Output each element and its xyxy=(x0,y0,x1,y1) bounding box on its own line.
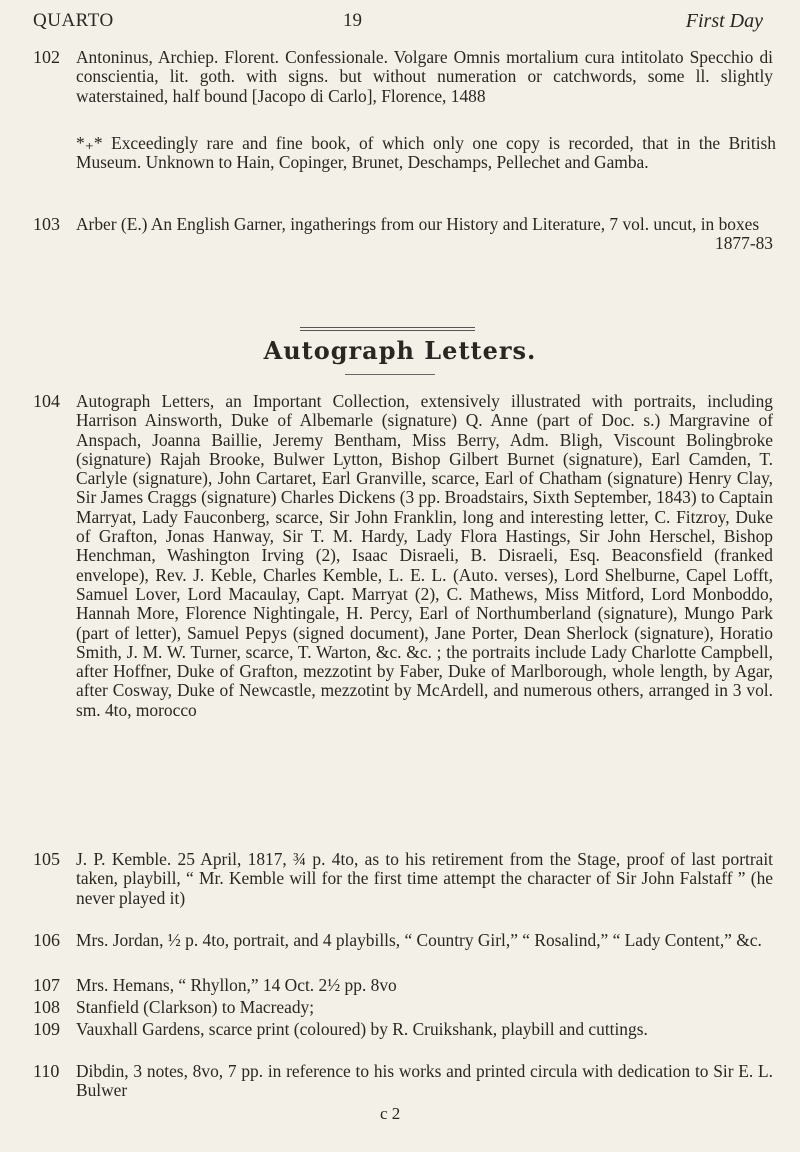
lot-description: Vauxhall Gardens, scarce print (coloured) by R. Cruikshank, playbill and cuttings. xyxy=(76,1019,648,1039)
lot-number: 107 xyxy=(33,975,60,995)
lot-description: Antoninus, Archiep. Florent. Confessionale. Volgare Omnis mortalium cura intitolato Specchio di conscientia, lit. goth. with signs. but without numeration or catchwords, some ll. slightly waterstained, half bound [Jacopo di Carlo], Florence, 1488 xyxy=(76,47,773,106)
lot-description xyxy=(76,214,773,254)
lot-number: 102 xyxy=(33,47,60,67)
lot-description: Autograph Letters, an Important Collection, extensively illustrated with portraits, including Harrison Ainsworth, Duke of Albemarle (signature) Q. Anne (part of Doc. s.) Margravine of Anspach, Joanna Baillie, Jeremy Bentham, Miss Berry, Adm. Bligh, Viscount Bolingbroke (signature) Rajah Brooke, Bulwer Lytton, Bishop Gilbert Burnet (signature), Earl Camden, T. Carlyle (signature), John Cartaret, Earl Granville, scarce, Earl of Chatham (signature) Henry Clay, Sir James Craggs (signature) Charles Dickens (3 pp. Broadstairs, Sixth September, 1843) to Captain Marryat, Lady Fauconberg, scarce, Sir John Franklin, long and interesting letter, C. Fitzroy, Duke of Grafton, Jonas Hanway, Sir T. M. Hardy, Lady Flora Hastings, Sir John Herschel, Bishop Henchman, Washington Irving (2), Isaac Disraeli, B. Disraeli, Esq. Beaconsfield (franked envelope), Rev. J. Keble, Charles Kemble, L. E. L. (Auto. verses), Lord Shelburne, Capel Lofft, Samuel Lover, Lord Macaulay, Capt. Marryat (2), C. Mathews, Miss Mitford, Lord Monboddo, Hannah More, Florence Nightingale, H. Percy, Earl of Northumberland (signature), Mungo Park (part of letter), Samuel Pepys (signed document), Jane Porter, Dean Sherlock (signature), Horatio Smith, J. M. W. Turner, scarce, T. Warton, &c. &c. ; the portraits include Lady Charlotte Campbell, after Hoffner, Duke of Grafton, mezzotint by Faber, Duke of Marlborough, whole length, by Agar, after Cosway, Duke of Newcastle, mezzotint by McArdell, and numerous others, arranged in 3 vol. sm. 4to, morocco xyxy=(76,391,773,720)
lot-number: 103 xyxy=(33,214,60,234)
divider xyxy=(345,374,435,375)
signature-mark: c 2 xyxy=(380,1104,401,1123)
lot-entry xyxy=(33,850,773,908)
lot-entry xyxy=(33,931,773,950)
lot-entry xyxy=(33,976,773,995)
lot-entry xyxy=(33,48,773,106)
lot-number: 104 xyxy=(33,391,60,411)
lot-number: 108 xyxy=(33,997,60,1017)
running-header xyxy=(33,10,763,38)
header-format: QUARTO xyxy=(33,10,114,31)
lot-number: 105 xyxy=(33,849,60,869)
lot-description: Mrs. Jordan, ½ p. 4to, portrait, and 4 playbills, “ Country Girl,” “ Rosalind,” “ Lady Content,” &c. xyxy=(76,930,762,950)
lot-entry xyxy=(33,998,773,1017)
page-number: 19 xyxy=(343,10,362,31)
section-heading: Autograph Letters. xyxy=(263,336,537,365)
lot-description: Dibdin, 3 notes, 8vo, 7 pp. in reference to his works and printed circula with dedication to Sir E. L. Bulwer xyxy=(76,1061,773,1101)
lot-description: J. P. Kemble. 25 April, 1817, ¾ p. 4to, as to his retirement from the Stage, proof of last portrait taken, playbill, “ Mr. Kemble will for the first time attempt the character of Sir John Falstaff ” (he never played it) xyxy=(76,849,773,908)
lot-number: 106 xyxy=(33,930,60,950)
lot-note: *₊* Exceedingly rare and fine book, of which only one copy is recorded, that in the British Museum. Unknown to Hain, Copinger, Brunet, Deschamps, Pellechet and Gamba. xyxy=(76,133,776,173)
divider xyxy=(300,330,475,331)
lot-number: 110 xyxy=(33,1061,60,1081)
divider xyxy=(300,327,475,328)
lot-entry xyxy=(33,1062,773,1101)
lot-description: Mrs. Hemans, “ Rhyllon,” 14 Oct. 2½ pp. 8vo xyxy=(76,975,397,995)
lot-entry xyxy=(33,392,773,720)
lot-date: 1877-83 xyxy=(715,233,773,254)
lot-text: Arber (E.) An English Garner, ingatherings from our History and Literature, 7 vol. uncut, in boxes xyxy=(76,214,760,234)
lot-description: Stanfield (Clarkson) to Macready; xyxy=(76,997,315,1017)
lot-entry xyxy=(33,1020,773,1039)
lot-number: 109 xyxy=(33,1019,60,1039)
lot-entry xyxy=(33,215,773,254)
header-sale-day: First Day xyxy=(685,10,763,32)
